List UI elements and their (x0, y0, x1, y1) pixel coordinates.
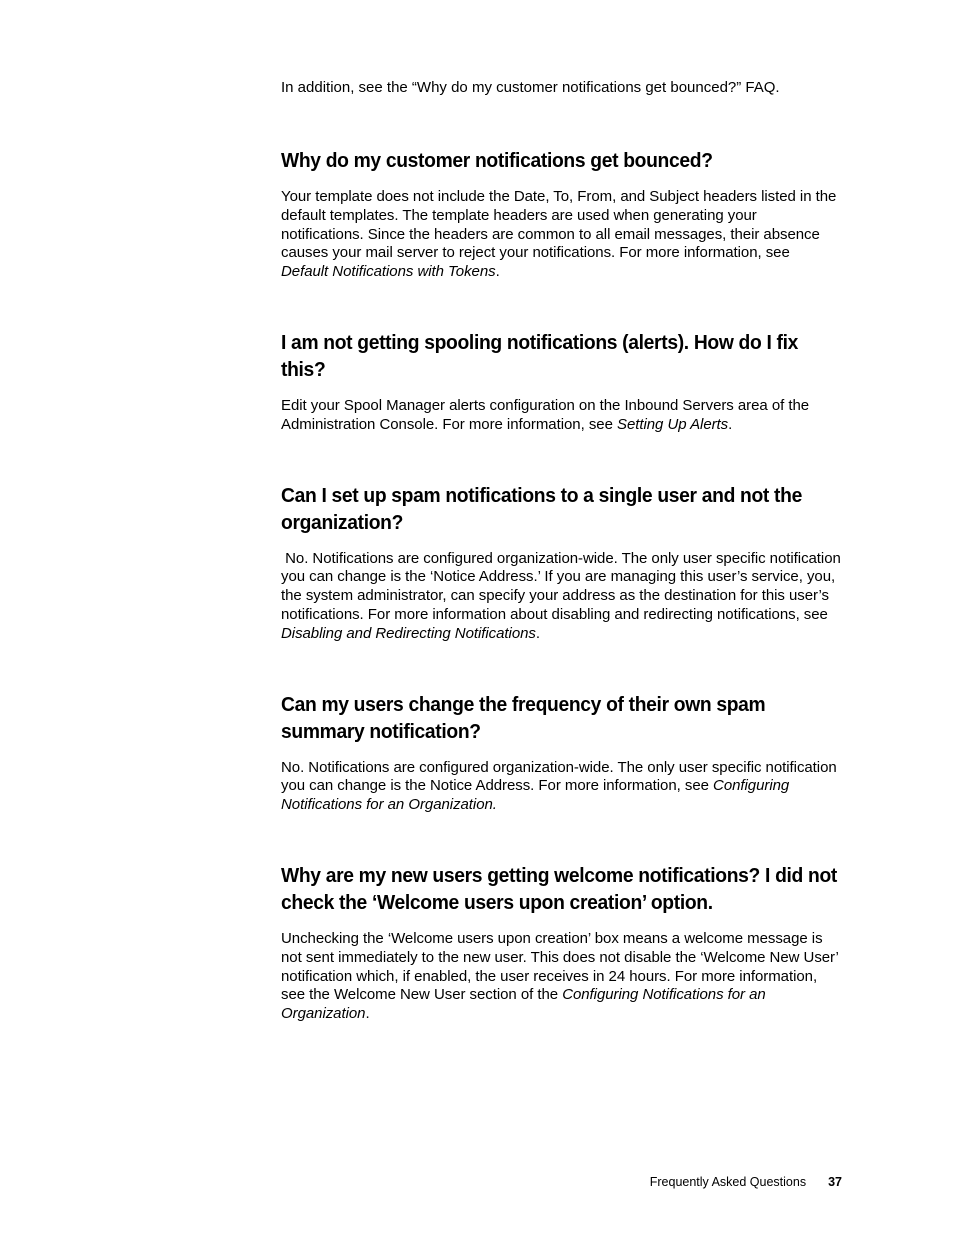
faq-answer-reference: Default Notifications with Tokens (281, 263, 496, 281)
faq-answer-text: Unchecking the ‘Welcome users upon creation’ box means a welcome message is not sent immediately to the new user. This does not disable the ‘Welcome New User’ notification which, if enabled, the user receives in 24 hours. For more information, see the Welcome New User section of the (281, 929, 839, 1004)
faq-answer (281, 759, 841, 815)
faq-answer (281, 930, 841, 1024)
faq-answer-reference: Setting Up Alerts (616, 415, 729, 433)
faq-answer-end: . (365, 1005, 370, 1023)
faq-question: I am not getting spooling notifications (alerts). How do I fix this? (281, 330, 799, 381)
faq-section-spooling (281, 329, 841, 435)
intro-paragraph: In addition, see the “Why do my customer notifications get bounced?” FAQ. (281, 79, 780, 96)
faq-answer-reference: Disabling and Redirecting Notifications (281, 624, 536, 642)
faq-answer-text: No. Notifications are configured organization-wide. The only user specific notification you can change is the ‘Notice Address.’ If you are managing this user’s service, you, the system administrator, can specify your address as the destination for this user’s notifications. For more information about disabling and redirecting notifications, see (281, 549, 845, 623)
faq-question: Can I set up spam notifications to a single user and not the organization? (281, 483, 802, 534)
faq-section-single-user (281, 482, 845, 644)
faq-section-bounced (281, 147, 841, 282)
page-content (281, 78, 845, 1024)
footer-section-title: Frequently Asked Questions (649, 1175, 807, 1189)
faq-answer-text: No. Notifications are configured organization-wide. The only user specific notification you can change is the Notice Address. For more information, see (281, 758, 837, 795)
page-footer (0, 1174, 842, 1190)
faq-section-frequency (281, 691, 841, 815)
faq-answer-text: Your template does not include the Date, To, From, and Subject headers listed in the default templates. The template headers are used when generating your notifications. Since the headers are common to all email messages, their absence causes your mail server to reject your notifications. For more information, see (281, 188, 837, 262)
faq-answer-end: . (535, 624, 540, 642)
faq-answer-text: Edit your Spool Manager alerts configuration on the Inbound Servers area of the Administration Console. For more information, see (281, 396, 810, 433)
faq-section-welcome (281, 862, 841, 1024)
faq-answer-end: . (495, 263, 500, 281)
faq-answer (281, 397, 841, 435)
faq-question: Why do my customer notifications get bounced? (281, 149, 713, 172)
faq-answer-end: . (728, 415, 733, 433)
faq-question: Why are my new users getting welcome notifications? I did not check the ‘Welcome users upon creation’ option. (281, 863, 837, 914)
faq-answer-reference: Configuring Notifications for an Organization (281, 986, 766, 1023)
page-number: 37 (828, 1175, 842, 1189)
faq-question: Can my users change the frequency of their own spam summary notification? (281, 692, 766, 743)
faq-answer (281, 188, 841, 282)
faq-answer (281, 549, 845, 644)
faq-answer-reference: Configuring Notifications for an Organization. (281, 777, 790, 814)
